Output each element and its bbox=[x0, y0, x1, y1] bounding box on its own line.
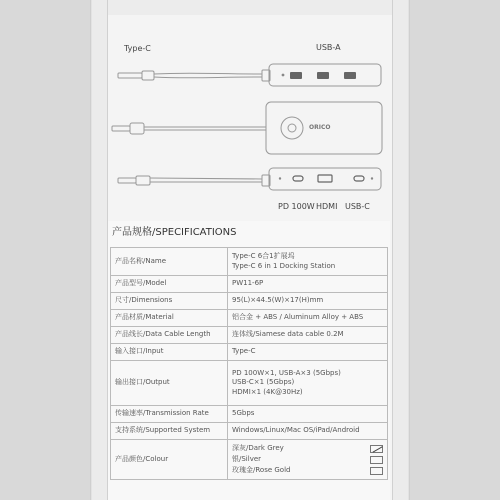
spec-row bbox=[111, 423, 388, 440]
spec-value bbox=[228, 423, 388, 440]
spec-row bbox=[111, 310, 388, 327]
empty-checkbox-icon bbox=[370, 467, 383, 475]
spec-key: 支持系统/Supported System bbox=[111, 423, 228, 440]
spec-key: 产品名称/Name bbox=[111, 248, 228, 276]
spec-key: 产品型号/Model bbox=[111, 276, 228, 293]
usba-label: USB-A bbox=[316, 43, 341, 52]
spec-row bbox=[111, 406, 388, 423]
spec-value bbox=[228, 293, 388, 310]
checked-checkbox-icon bbox=[370, 445, 383, 453]
spec-key: 输入接口/Input bbox=[111, 344, 228, 361]
spec-value-line: USB-C×1 (5Gbps) bbox=[232, 378, 295, 387]
spec-value-line: Type-C 6 in 1 Docking Station bbox=[232, 261, 336, 270]
colour-option-label: 深灰/Dark Grey bbox=[232, 443, 284, 452]
pd-port-label: PD 100W bbox=[278, 202, 315, 211]
spec-key: 输出接口/Output bbox=[111, 361, 228, 406]
specifications-table bbox=[110, 247, 388, 480]
spec-value-line: 5Gbps bbox=[232, 409, 255, 418]
spec-row bbox=[111, 248, 388, 276]
spec-key: 传输速率/Transmission Rate bbox=[111, 406, 228, 423]
colour-option-label: 玫瑰金/Rose Gold bbox=[232, 465, 291, 474]
spec-value bbox=[228, 327, 388, 344]
spec-value-line: Type-C 6合1扩展坞 bbox=[232, 252, 295, 261]
spec-row bbox=[111, 276, 388, 293]
spec-row bbox=[111, 327, 388, 344]
spec-value bbox=[228, 276, 388, 293]
spec-key: 产品线长/Data Cable Length bbox=[111, 327, 228, 344]
spec-value-line: HDMI×1 (4K@30Hz) bbox=[232, 387, 303, 396]
top-view-drawing bbox=[118, 64, 381, 86]
spec-value bbox=[228, 344, 388, 361]
spec-row bbox=[111, 344, 388, 361]
spec-key: 产品颜色/Colour bbox=[111, 440, 228, 480]
spec-value bbox=[228, 310, 388, 327]
specifications-title: 产品规格/SPECIFICATIONS bbox=[112, 227, 237, 238]
colour-options bbox=[228, 440, 388, 480]
spec-row bbox=[111, 293, 388, 310]
hdmi-port-label: HDMI bbox=[316, 202, 338, 211]
spec-value-line: Type-C bbox=[232, 347, 256, 356]
colour-option bbox=[232, 454, 383, 465]
spec-value-line: PW11-6P bbox=[232, 279, 264, 288]
spec-row-colour bbox=[111, 440, 388, 480]
spec-key: 产品材质/Material bbox=[111, 310, 228, 327]
spec-value-line: Windows/Linux/Mac OS/iPad/Android bbox=[232, 426, 360, 435]
spec-value-line: 连体线/Siamese data cable 0.2M bbox=[232, 330, 344, 339]
spec-key: 尺寸/Dimensions bbox=[111, 293, 228, 310]
orico-logo: ORICO bbox=[309, 124, 331, 131]
colour-option bbox=[232, 443, 383, 454]
front-view-drawing bbox=[112, 102, 382, 154]
empty-checkbox-icon bbox=[370, 456, 383, 464]
spec-value-line: 95(L)×44.5(W)×17(H)mm bbox=[232, 296, 324, 305]
spec-value-line: PD 100W×1, USB-A×3 (5Gbps) bbox=[232, 368, 341, 377]
bottom-view-drawing bbox=[118, 168, 381, 190]
colour-option bbox=[232, 465, 383, 476]
typec-cable-label: Type-C bbox=[124, 44, 151, 53]
spec-value-line: 铝合金 + ABS / Aluminum Alloy + ABS bbox=[232, 313, 364, 322]
spec-value bbox=[228, 248, 388, 276]
spec-value bbox=[228, 361, 388, 406]
spec-row bbox=[111, 361, 388, 406]
colour-option-label: 银/Silver bbox=[232, 454, 262, 463]
spec-value bbox=[228, 406, 388, 423]
usbc-port-label: USB-C bbox=[345, 202, 370, 211]
product-line-drawings bbox=[0, 0, 500, 220]
